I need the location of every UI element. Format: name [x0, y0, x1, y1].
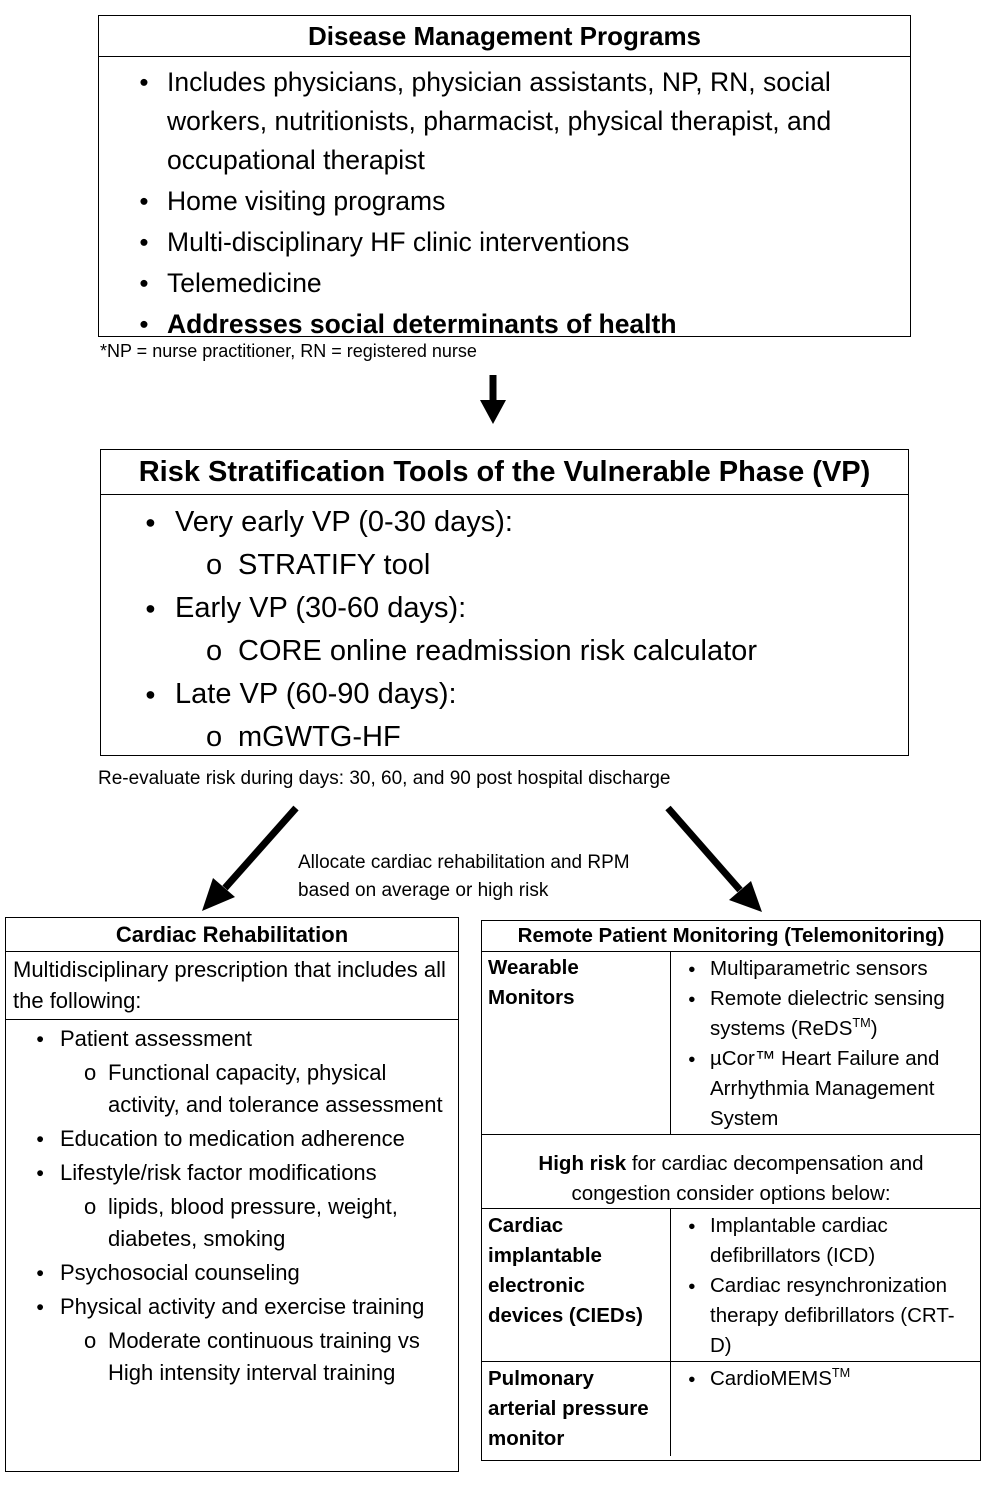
reevaluate-note: Re-evaluate risk during days: 30, 60, and 90 post hospital discharge — [98, 768, 671, 789]
abbreviation-footnote: *NP = nurse practitioner, RN = registered nurse — [100, 341, 477, 361]
tool-stratify: o STRATIFY tool — [238, 544, 898, 587]
arrow-to-rpm — [668, 808, 762, 912]
pap-row — [482, 1362, 980, 1456]
list-item: ● Lifestyle/risk factor modifications — [60, 1157, 452, 1189]
list-item: ● Education to medication adherence — [60, 1123, 452, 1155]
cardiac-rehab-title: Cardiac Rehabilitation — [6, 918, 458, 952]
vulnerable-phase-list — [101, 495, 908, 759]
high-risk-note: High risk for cardiac decompensation and congestion consider options below: — [482, 1135, 980, 1209]
allocate-note-line2: based on average or high risk — [298, 880, 549, 901]
list-item: ● Patient assessment — [60, 1023, 452, 1055]
pap-label: Pulmonary arterial pressure monitor — [482, 1362, 671, 1456]
list-item: ● Home visiting programs — [167, 182, 890, 221]
list-item: ● Addresses social determinants of health — [167, 305, 890, 344]
list-item: ● Multi-disciplinary HF clinic interventions — [167, 223, 890, 262]
cardiac-rehab-list — [6, 1020, 458, 1389]
list-item: ● Telemedicine — [167, 264, 890, 303]
arrow-to-cardiac-rehab — [202, 808, 296, 911]
rpm-title: Remote Patient Monitoring (Telemonitoring) — [482, 921, 980, 952]
disease-management-title: Disease Management Programs — [99, 16, 910, 57]
wearable-label: Wearable Monitors — [482, 952, 671, 1135]
phase-early: ● Early VP (30-60 days): — [175, 587, 898, 630]
list-item: ● CardioMEMS™ — [710, 1364, 974, 1394]
list-item: ● Physical activity and exercise training — [60, 1291, 452, 1323]
disease-management-box — [98, 15, 911, 337]
risk-stratification-box — [100, 449, 909, 756]
disease-management-list — [99, 57, 910, 344]
phase-late: ● Late VP (60-90 days): — [175, 673, 898, 716]
wearable-row — [482, 952, 980, 1135]
list-item: o Moderate continuous training vs High intensity interval training — [108, 1325, 452, 1389]
arrow-down — [480, 375, 506, 424]
allocate-note-line1: Allocate cardiac rehabilitation and RPM — [298, 852, 630, 873]
cardiac-rehab-box — [5, 917, 459, 1472]
list-item: ● µCor™ Heart Failure and Arrhythmia Management System — [710, 1044, 974, 1134]
list-item: o lipids, blood pressure, weight, diabetes, smoking — [108, 1191, 452, 1255]
list-item: ● Multiparametric sensors — [710, 954, 974, 984]
list-item: ● Psychosocial counseling — [60, 1257, 452, 1289]
risk-stratification-title: Risk Stratification Tools of the Vulnerable Phase (VP) — [101, 450, 908, 495]
tool-mgwtg: o mGWTG-HF — [238, 716, 898, 759]
rpm-box — [481, 920, 981, 1461]
cardiac-rehab-intro: Multidisciplinary prescription that includes all the following: — [6, 952, 458, 1020]
phase-very-early: ● Very early VP (0-30 days): — [175, 501, 898, 544]
cied-row — [482, 1209, 980, 1362]
list-item: ● Implantable cardiac defibrillators (ICD) — [710, 1211, 974, 1271]
list-item: ● Includes physicians, physician assistants, NP, RN, social workers, nutritionists, pharmacist, physical therapist, and occupational therapist — [167, 63, 890, 180]
cied-label: Cardiac implantable electronic devices (CIEDs) — [482, 1209, 671, 1362]
tool-core: o CORE online readmission risk calculator — [238, 630, 898, 673]
list-item: ● Remote dielectric sensing systems (ReDS™) — [710, 984, 974, 1044]
list-item: ● Cardiac resynchronization therapy defibrillators (CRT-D) — [710, 1271, 974, 1361]
list-item: o Functional capacity, physical activity, and tolerance assessment — [108, 1057, 452, 1121]
